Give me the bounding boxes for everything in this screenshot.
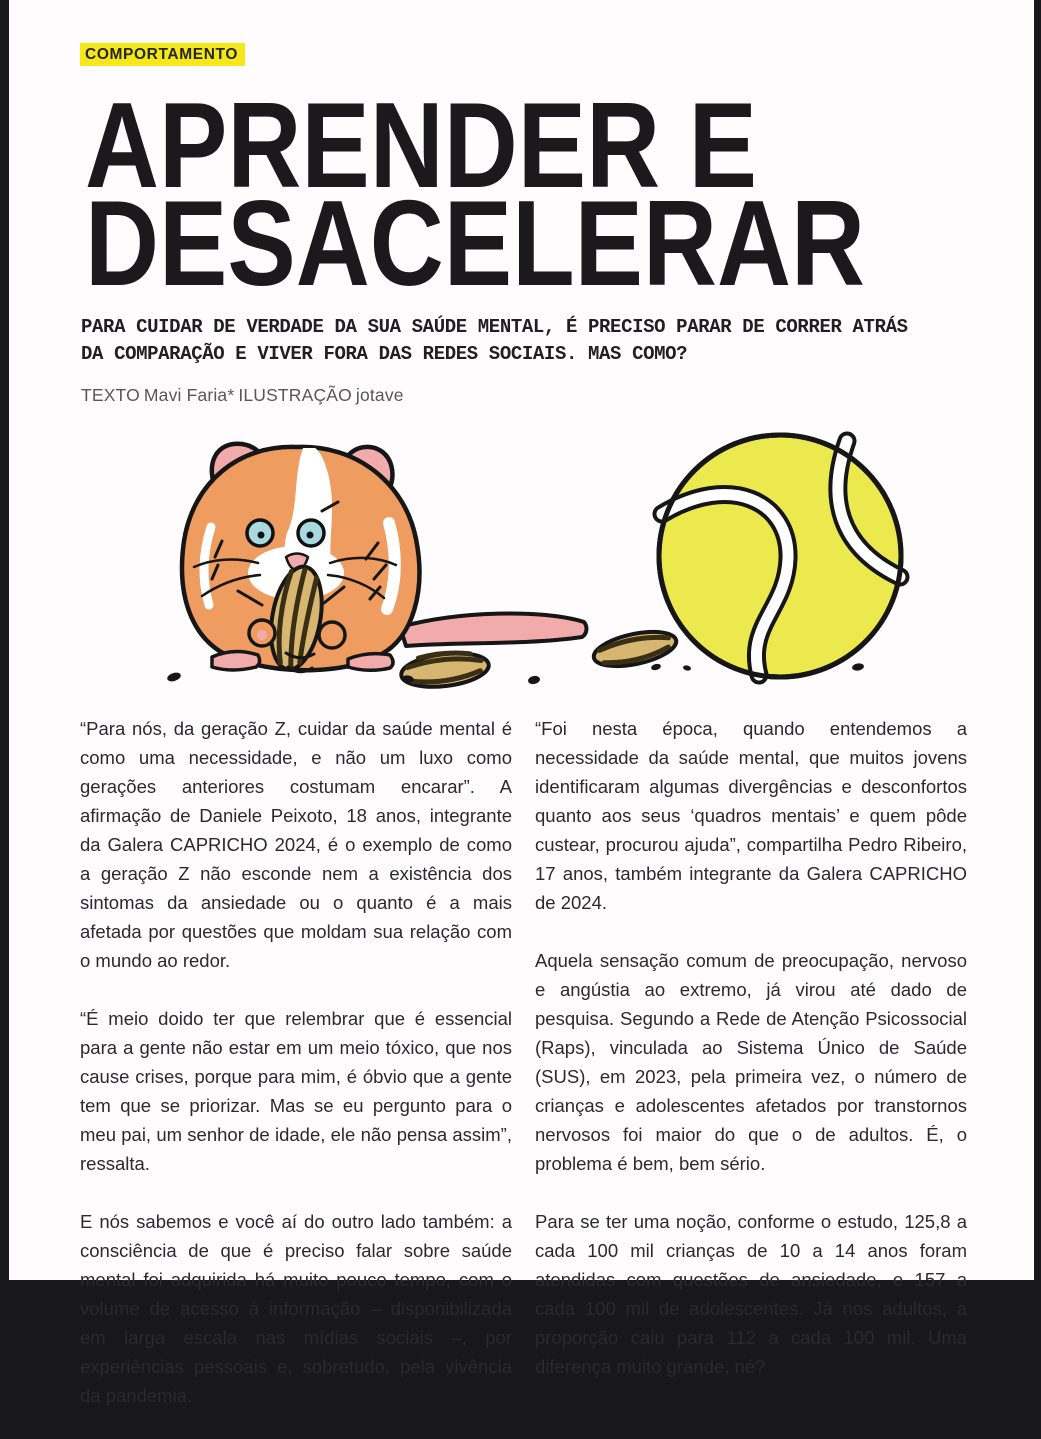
- hamster-pupil-left: [258, 532, 265, 539]
- headline-line-1: APRENDER E: [85, 77, 757, 213]
- hamster-tail: [400, 613, 586, 646]
- article-headline: [85, 77, 866, 311]
- hamster-and-tennis-ball-illustration: [90, 415, 965, 715]
- hamster-paw-right: [319, 622, 345, 648]
- paragraph: “É meio doido ter que relembrar que é essencial para a gente não estar em um meio tóxico, que nos cause crises, porque para mim, é óbvio que a gente tem que se priorizar. Mas se eu pergunto para o meu pai, um senhor de idade, ele não pensa assim”, ressalta.: [80, 1008, 512, 1174]
- magazine-page: [9, 0, 1034, 1406]
- byline-text-label: TEXTO: [81, 385, 140, 405]
- deck-line-1: PARA CUIDAR DE VERDADE DA SUA SAÚDE MENTAL, É PRECISO PARAR DE CORRER ATRÁS: [81, 316, 908, 338]
- paragraph: “Para nós, da geração Z, cuidar da saúde mental é como uma necessidade, e não um luxo como gerações anteriores costumam encarar”. A afirmação de Daniele Peixoto, 18 anos, integrante da Galera CAPRICHO 2024, é o exemplo de como a geração Z não esconde nem a existência dos sintomas da ansiedade ou o quanto é a mais afetada por questões que moldam sua relação com o mundo ao redor.: [80, 718, 512, 971]
- body-column-right: [535, 714, 967, 1439]
- hamster-foot-left: [212, 651, 260, 670]
- byline-author: Mavi Faria*: [143, 385, 235, 405]
- byline-illustration-label: ILUSTRAÇÃO: [238, 385, 352, 405]
- hamster-foot-right: [348, 654, 393, 671]
- byline-illustrator: jotave: [355, 385, 404, 405]
- section-tag: COMPORTAMENTO: [80, 43, 245, 66]
- deck-line-2: DA COMPARAÇÃO E VIVER FORA DAS REDES SOCIAIS. MAS COMO?: [81, 343, 688, 365]
- hamster-illustration: [182, 444, 586, 674]
- paragraph: Para se ter uma noção, conforme o estudo, 125,8 a cada 100 mil crianças de 10 a 14 anos foram atendidas com questões de ansiedade, e 157 a cada 100 mil de adolescentes. Já nos adultos, a proporção caiu para 112 a cada 100 mil. Uma diferença muito grande, né?: [535, 1211, 967, 1377]
- paragraph: E nós sabemos e você aí do outro lado também: a consciência de que é preciso falar sobre saúde mental foi adquirida há muito pouco tempo, com o volume de acesso à informação – disponibilizada em larga escala nas mídias sociais –, por experiências pessoais e, sobretudo, pela vivência da pandemia.: [80, 1211, 512, 1406]
- paragraph: “Foi nesta época, quando entendemos a necessidade da saúde mental, que muitos jovens identificaram algumas divergências e desconfortos quanto aos seus ‘quadros mentais’ e quem pôde custear, procurou ajuda”, compartilha Pedro Ribeiro, 17 anos, também integrante da Galera CAPRICHO de 2024.: [535, 718, 967, 913]
- tennis-ball-illustration: [659, 435, 901, 677]
- hamster-pupil-right: [307, 532, 314, 539]
- paragraph: Aquela sensação comum de preocupação, nervoso e angústia ao extremo, já virou até dado de pesquisa. Segundo a Rede de Atenção Psicossocial (Raps), vinculada ao Sistema Único de Saúde (SUS), em 2023, pela primeira vez, o número de crianças e adolescentes afetados por transtornos nervosos foi maior do que o de adultos. É, o problema é bem, bem sério.: [535, 950, 967, 1174]
- article-body: [80, 714, 968, 1439]
- body-column-left: [80, 714, 512, 1439]
- byline: [81, 385, 408, 406]
- headline-line-2: DESACELERAR: [85, 175, 866, 311]
- article-deck: [81, 314, 971, 368]
- hamster-paw-pad-left: [257, 630, 267, 640]
